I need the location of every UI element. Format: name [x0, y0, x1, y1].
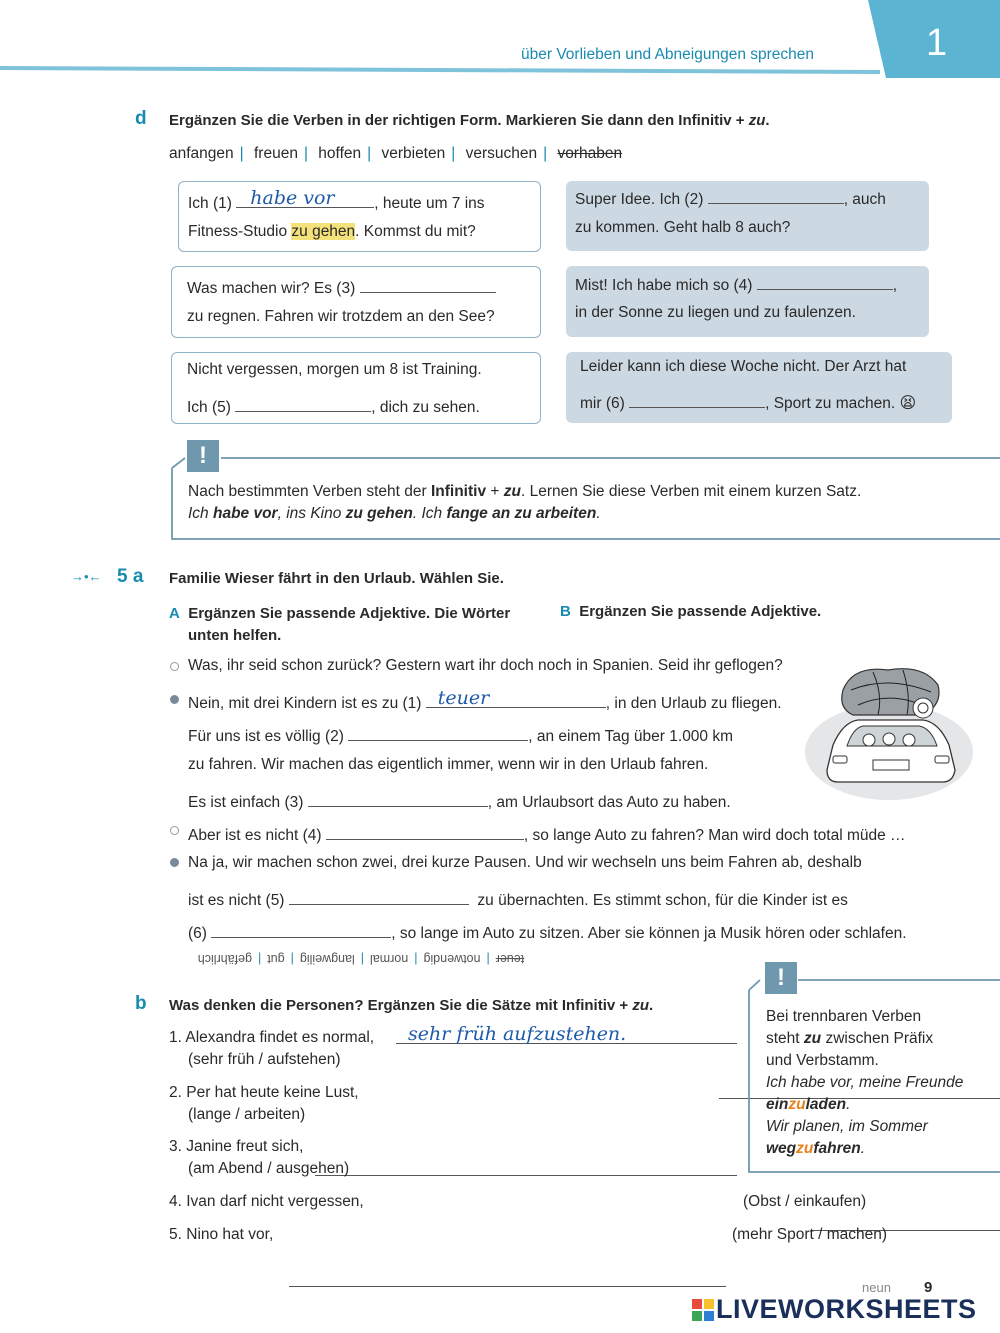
item-3: 3. Janine freut sich, [169, 1138, 304, 1155]
note2-line: wegzufahren. [766, 1140, 866, 1157]
speech-bubble-2: Super Idee. Ich (2) , auch zu kommen. Geht halb 8 auch? [566, 181, 929, 251]
logo-tiles-icon [692, 1299, 714, 1321]
gap-1-input[interactable]: habe vor [236, 190, 374, 208]
brand-text[interactable]: LIVEWORKSHEETS [716, 1294, 977, 1324]
note2-line: Bei trennbaren Verben [766, 1008, 922, 1025]
note2-line: Wir planen, im Sommer [766, 1118, 928, 1135]
note2-line: steht zu zwischen Präfix [766, 1030, 934, 1047]
gap-3-input[interactable] [360, 275, 496, 293]
gap-5a-5-input[interactable] [289, 887, 469, 905]
liveworksheets-logo [692, 1294, 992, 1326]
page-header-title: über Vorlieben und Abneigungen sprechen [521, 46, 815, 63]
arrows-in-icon: →•← [71, 569, 102, 584]
note2-line: einzuladen. [766, 1096, 851, 1113]
item-5: 5. Nino hat vor, [169, 1226, 274, 1243]
item-5-hint: (mehr Sport / machen) [732, 1226, 888, 1243]
upside-down-word-bank: teuer|notwendig|normal|langweilig|gut|gefährlich [197, 952, 525, 966]
dialogue-line: (6) , so lange im Auto zu sitzen. Aber sie können ja Musik hören oder schlafen. [188, 920, 907, 943]
item-2-hint: (lange / arbeiten) [188, 1106, 306, 1123]
item-2: 2. Per hat heute keine Lust, [169, 1084, 359, 1101]
dialogue-line: ist es nicht (5) zu übernachten. Es stimmt schon, für die Kinder ist es [188, 887, 848, 910]
open-bullet-icon [170, 826, 179, 835]
gap-5a-6-input[interactable] [211, 920, 391, 938]
gap-4-input[interactable] [757, 272, 893, 290]
item-5-input[interactable] [289, 1269, 726, 1287]
note-text-line-1: Nach bestimmten Verben steht der Infinitiv + zu. Lernen Sie diese Verben mit einem kurzen Satz. [188, 483, 862, 500]
filled-bullet-icon [170, 858, 179, 867]
open-bullet-icon [170, 662, 179, 671]
filled-bullet-icon [170, 695, 179, 704]
gap-5a-1-input[interactable]: teuer [426, 690, 606, 708]
separable-verbs-note [748, 964, 1000, 1174]
note2-line: Ich habe vor, meine Freunde [766, 1074, 964, 1091]
gap-5-input[interactable] [235, 394, 371, 412]
dialogue-line: zu fahren. Wir machen das eigentlich immer, wenn wir in den Urlaub fahren. [188, 756, 709, 773]
exercise-b-label: b [135, 993, 147, 1014]
exercise-5a-title: Familie Wieser fährt in den Urlaub. Wählen Sie. [169, 570, 504, 587]
header-bar [0, 0, 1000, 90]
tired-face-icon: 😫 [899, 395, 917, 412]
car-illustration [803, 660, 973, 800]
grammar-note-box [171, 442, 1000, 540]
gap-5a-2-input[interactable] [348, 723, 528, 741]
dialogue-line: Aber ist es nicht (4) , so lange Auto zu fahren? Man wird doch total müde … [188, 822, 906, 845]
gap-6-input[interactable] [629, 390, 765, 408]
item-3-input[interactable] [315, 1158, 737, 1176]
gap-5a-4-input[interactable] [326, 822, 524, 840]
exclamation-icon: ! [187, 440, 219, 472]
exercise-d-label: d [135, 108, 147, 129]
note-text-line-2: Ich habe vor, ins Kino zu gehen. Ich fange an zu arbeiten. [188, 505, 601, 522]
highlight-zu-gehen: zu gehen [291, 223, 356, 240]
page-number: 9 [924, 1279, 933, 1296]
exercise-d-instruction: Ergänzen Sie die Verben in der richtigen Form. Markieren Sie dann den Infinitiv + zu. [169, 112, 770, 129]
item-4-hint: (Obst / einkaufen) [743, 1193, 867, 1210]
dialogue-line: Nein, mit drei Kindern ist es zu (1) teuer , in den Urlaub zu fliegen. [188, 687, 782, 712]
option-b: B Ergänzen Sie passende Adjektive. [560, 603, 822, 620]
dialogue-line: Es ist einfach (3) , am Urlaubsort das Auto zu haben. [188, 789, 731, 812]
speech-bubble-3: Was machen wir? Es (3) zu regnen. Fahren wir trotzdem an den See? [171, 266, 541, 338]
item-4: 4. Ivan darf nicht vergessen, [169, 1193, 364, 1210]
speech-bubble-4: Mist! Ich habe mich so (4) , in der Sonne zu liegen und zu faulenzen. [566, 266, 929, 337]
item-1: 1. Alexandra findet es normal, [169, 1029, 375, 1046]
chapter-number: 1 [926, 22, 948, 64]
item-3-hint: (am Abend / ausgehen) [188, 1160, 350, 1177]
item-1-hint: (sehr früh / aufstehen) [188, 1051, 341, 1068]
page-word: neun [862, 1280, 891, 1295]
speech-bubble-1: Ich (1) habe vor , heute um 7 ins Fitness-Studio zu gehen. Kommst du mit? [178, 181, 541, 252]
dialogue-line: Na ja, wir machen schon zwei, drei kurze Pausen. Und wir wechseln uns beim Fahren ab, deshalb [188, 854, 862, 871]
exercise-5a-label: 5 a [117, 566, 144, 587]
gap-2-input[interactable] [708, 186, 844, 204]
speech-bubble-6: Leider kann ich diese Woche nicht. Der Arzt hat mir (6) , Sport zu machen. 😫 [566, 352, 952, 423]
option-a: A Ergänzen Sie passende Adjektive. Die Wörter unten helfen. [169, 605, 511, 644]
exclamation-icon: ! [765, 962, 797, 994]
note2-line: und Verbstamm. [766, 1052, 879, 1069]
item-1-input[interactable]: sehr früh aufzustehen. [396, 1026, 737, 1044]
word-bank-d: anfangen | freuen | hoffen | verbieten | versuchen | vorhaben [169, 145, 623, 162]
gap-5a-3-input[interactable] [308, 789, 488, 807]
dialogue-line: Was, ihr seid schon zurück? Gestern wart ihr doch noch in Spanien. Seid ihr geflogen? [188, 657, 783, 674]
speech-bubble-5: Nicht vergessen, morgen um 8 ist Training. Ich (5) , dich zu sehen. [171, 352, 541, 424]
dialogue-line: Für uns ist es völlig (2) , an einem Tag über 1.000 km [188, 723, 733, 746]
exercise-b-instruction: Was denken die Personen? Ergänzen Sie die Sätze mit Infinitiv + zu. [169, 997, 654, 1014]
